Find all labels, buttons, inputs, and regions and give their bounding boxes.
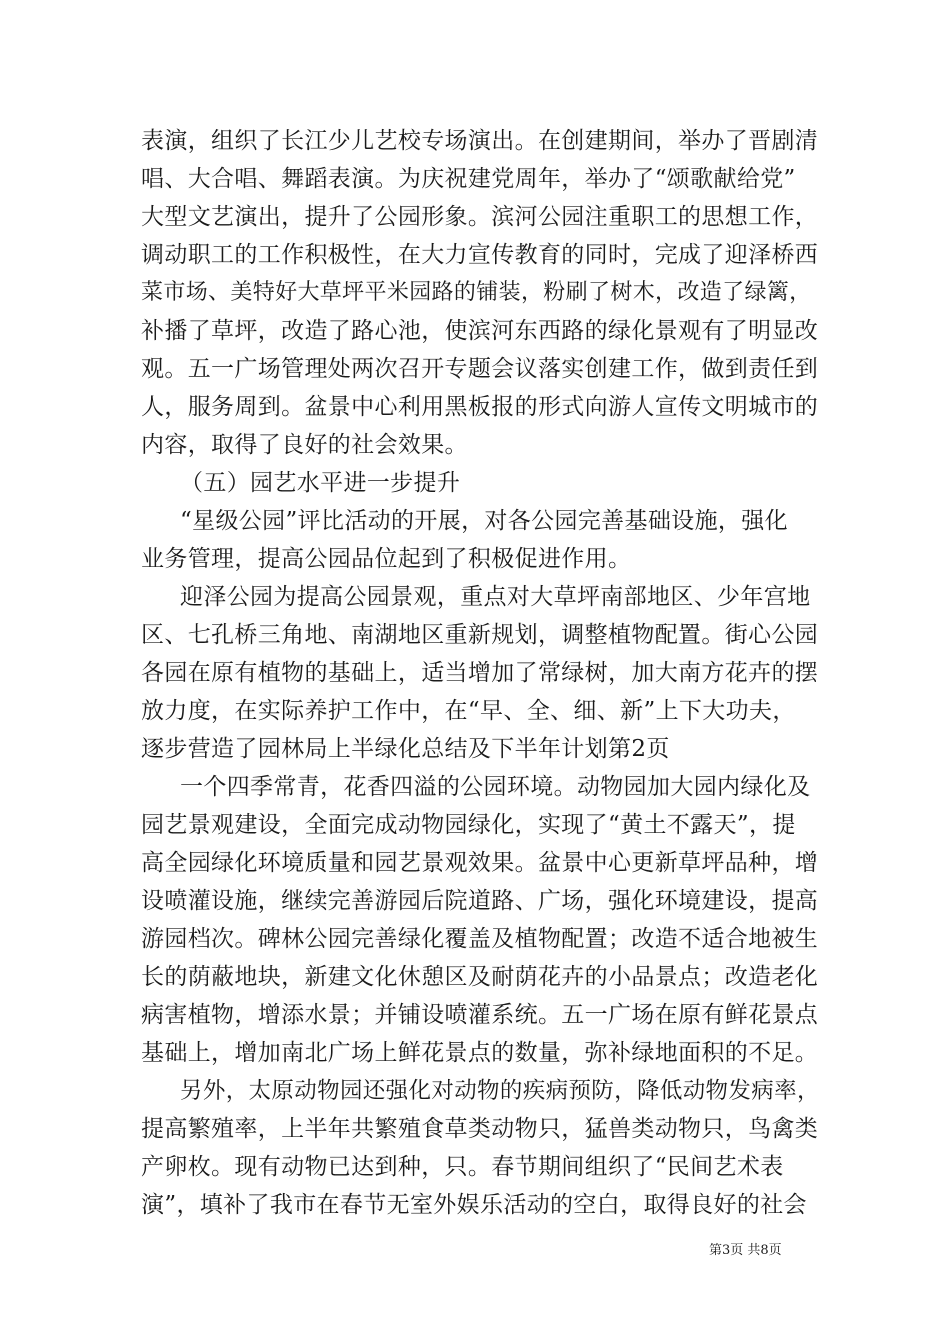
text-line: 迎泽公园为提高公园景观，重点对大草坪南部地区、少年宫地 [180, 584, 811, 610]
text-line: 调动职工的工作积极性，在大力宣传教育的同时，完成了迎泽桥西 [141, 242, 819, 268]
text-line: 逐步营造了园林局上半绿化总结及下半年计划第2页 [141, 736, 670, 762]
text-line: 观。五一广场管理处两次召开专题会议落实创建工作，做到责任到 [141, 356, 819, 382]
text-line: 各园在原有植物的基础上，适当增加了常绿树，加大南方花卉的摆 [141, 660, 819, 686]
text-line: 表演，组织了长江少儿艺校专场演出。在创建期间，举办了晋剧清 [141, 128, 819, 154]
text-line: 一个四季常青，花香四溢的公园环境。动物园加大园内绿化及 [180, 774, 811, 800]
text-line: 放力度，在实际养护工作中，在“早、全、细、新”上下大功夫， [141, 698, 796, 724]
text-line: 基础上，增加南北广场上鲜花景点的数量，弥补绿地面积的不足。 [141, 1040, 819, 1066]
text-line: 提高繁殖率，上半年共繁殖食草类动物只，猛兽类动物只，鸟禽类 [141, 1116, 819, 1142]
text-line: “星级公园”评比活动的开展，对各公园完善基础设施，强化 [180, 508, 788, 534]
text-line: 设喷灌设施，继续完善游园后院道路、广场，强化环境建设，提高 [141, 888, 819, 914]
text-line: 另外，太原动物园还强化对动物的疾病预防，降低动物发病率， [180, 1078, 820, 1104]
text-line: 长的荫蔽地块，新建文化休憩区及耐荫花卉的小品景点；改造老化 [141, 964, 819, 990]
text-line: 业务管理，提高公园品位起到了积极促进作用。 [141, 546, 632, 572]
text-line: 补播了草坪，改造了路心池，使滨河东西路的绿化景观有了明显改 [141, 318, 819, 344]
text-line: 病害植物，增添水景；并铺设喷灌系统。五一广场在原有鲜花景点 [141, 1002, 819, 1028]
text-line: 游园档次。碑林公园完善绿化覆盖及植物配置；改造不适合地被生 [141, 926, 819, 952]
text-line: 人，服务周到。盆景中心利用黑板报的形式向游人宣传文明城市的 [141, 394, 819, 420]
text-line: 区、七孔桥三角地、南湖地区重新规划，调整植物配置。街心公园 [141, 622, 819, 648]
text-line: 内容，取得了良好的社会效果。 [141, 432, 468, 458]
section-heading: （五）园艺水平进一步提升 [180, 470, 461, 496]
text-line: 唱、大合唱、舞蹈表演。为庆祝建党周年，举办了“颂歌献给党” [141, 166, 796, 192]
text-line: 园艺景观建设，全面完成动物园绿化，实现了“黄土不露天”，提 [141, 812, 796, 838]
text-line: 产卵枚。现有动物已达到种，只。春节期间组织了“民间艺术表 [141, 1154, 784, 1180]
text-line: 演”，填补了我市在春节无室外娱乐活动的空白，取得良好的社会 [141, 1192, 807, 1218]
text-line: 菜市场、美特好大草坪平米园路的铺装，粉刷了树木，改造了绿篱， [141, 280, 812, 305]
page-number: 第3页 共8页 [709, 1243, 782, 1258]
text-line: 大型文艺演出，提升了公园形象。滨河公园注重职工的思想工作， [141, 204, 819, 230]
text-line: 高全园绿化环境质量和园艺景观效果。盆景中心更新草坪品种，增 [141, 850, 819, 876]
